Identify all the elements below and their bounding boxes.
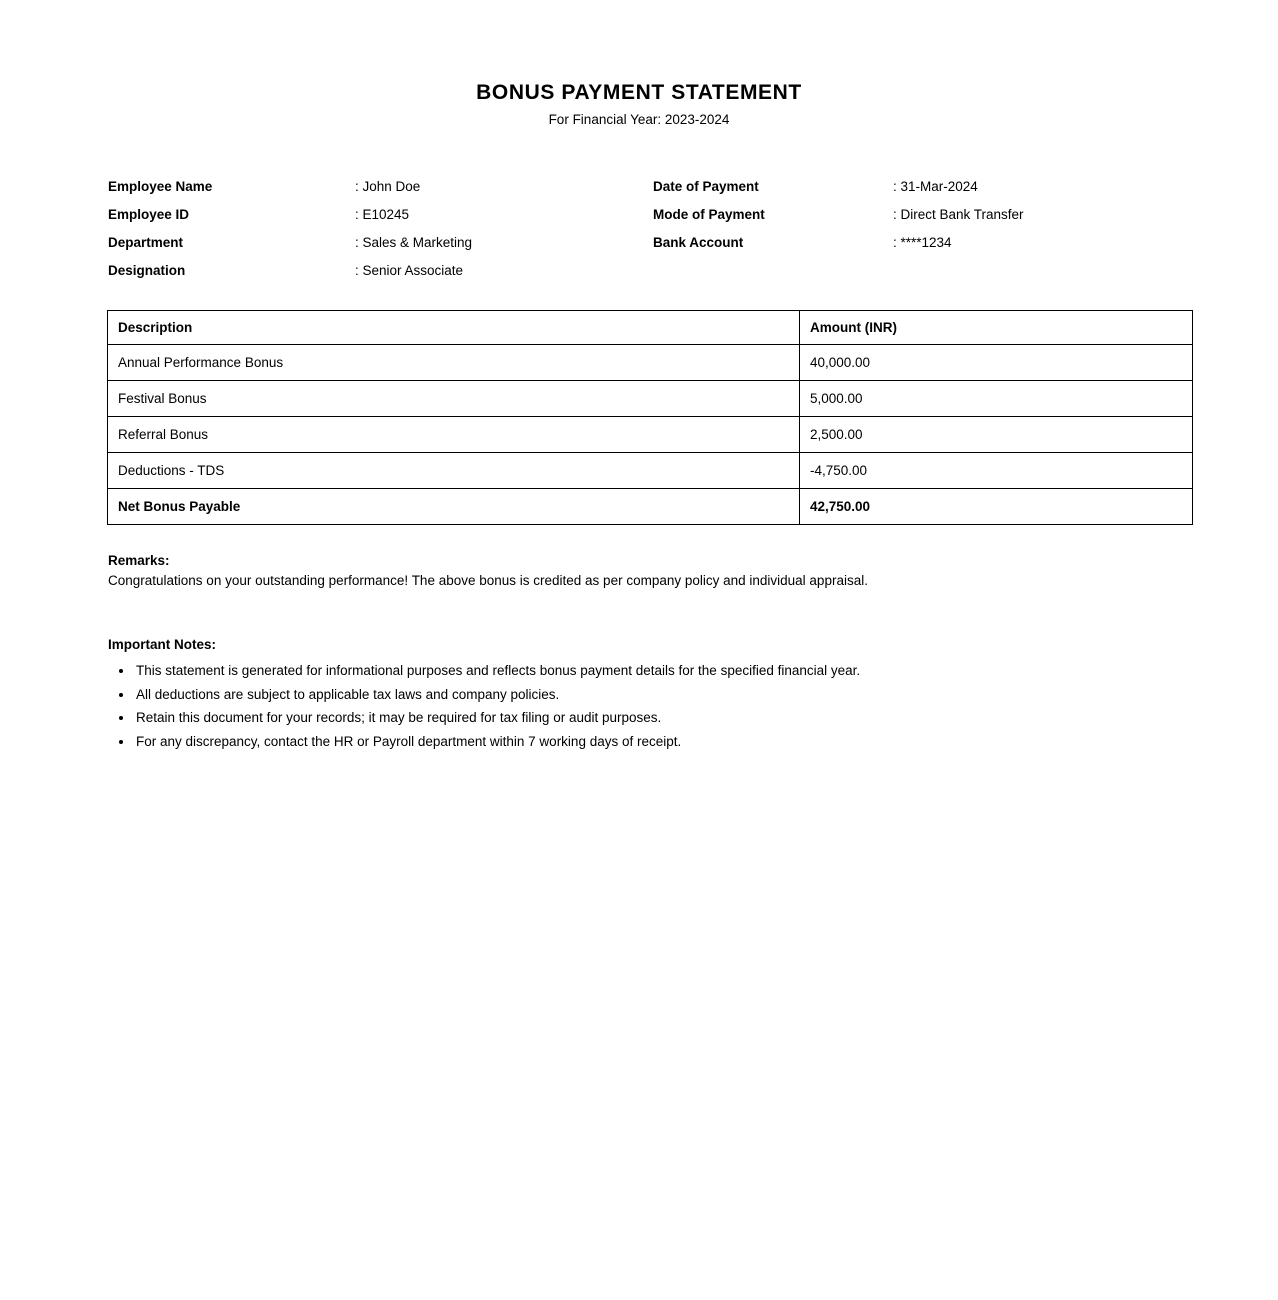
- important-notes-section: [108, 635, 1170, 753]
- row-amount: 5,000.00: [800, 381, 1193, 417]
- row-description: Deductions - TDS: [108, 453, 800, 489]
- employee-id-label: Employee ID: [108, 207, 190, 222]
- employee-name-label: Employee Name: [108, 179, 213, 194]
- mode-of-payment-label: Mode of Payment: [653, 207, 765, 222]
- total-row-description: Net Bonus Payable: [108, 489, 800, 525]
- employee-details-right-column: [653, 173, 1170, 285]
- bank-account-label: Bank Account: [653, 235, 744, 250]
- detail-row-mode-of-payment: [653, 201, 1170, 229]
- date-of-payment-value: : 31-Mar-2024: [893, 179, 978, 194]
- employee-details-left-column: [108, 173, 653, 285]
- bank-account-value: : ****1234: [893, 235, 952, 250]
- row-description: Annual Performance Bonus: [108, 345, 800, 381]
- table-row: [108, 381, 1193, 417]
- detail-row-department: [108, 229, 653, 257]
- page-subtitle: For Financial Year: 2023-2024: [548, 112, 730, 127]
- detail-row-designation: [108, 257, 653, 285]
- remarks-section: [108, 551, 1170, 591]
- table-row: [108, 453, 1193, 489]
- document-header: [0, 80, 1278, 129]
- row-amount: -4,750.00: [800, 453, 1193, 489]
- remarks-text: Congratulations on your outstanding performance! The above bonus is credited as per company policy and individual appraisal.: [108, 573, 868, 588]
- designation-value: : Senior Associate: [355, 263, 464, 278]
- table-row: [108, 345, 1193, 381]
- list-item: • This statement is generated for informational purposes and reflects bonus payment details for the specified financial year.: [134, 659, 1170, 683]
- list-item: • For any discrepancy, contact the HR or Payroll department within 7 working days of receipt.: [134, 730, 1170, 754]
- row-amount: 2,500.00: [800, 417, 1193, 453]
- designation-label: Designation: [108, 263, 186, 278]
- department-value: : Sales & Marketing: [355, 235, 473, 250]
- net-bonus-total-row: [108, 489, 1193, 525]
- table-header-row: [108, 311, 1193, 345]
- employee-details-section: [108, 173, 1170, 285]
- important-notes-list: [108, 659, 1170, 753]
- detail-row-employee-name: [108, 173, 653, 201]
- amount-column-header: Amount (INR): [800, 311, 1193, 345]
- description-column-header: Description: [108, 311, 800, 345]
- remarks-label: Remarks:: [108, 553, 170, 568]
- important-notes-label: Important Notes:: [108, 637, 216, 652]
- row-description: Referral Bonus: [108, 417, 800, 453]
- date-of-payment-label: Date of Payment: [653, 179, 759, 194]
- bonus-breakdown-table: [107, 310, 1193, 525]
- row-amount: 40,000.00: [800, 345, 1193, 381]
- total-row-amount: 42,750.00: [800, 489, 1193, 525]
- list-item: • All deductions are subject to applicable tax laws and company policies.: [134, 683, 1170, 707]
- employee-id-value: : E10245: [355, 207, 410, 222]
- employee-name-value: : John Doe: [355, 179, 421, 194]
- row-description: Festival Bonus: [108, 381, 800, 417]
- list-item: • Retain this document for your records; it may be required for tax filing or audit purposes.: [134, 706, 1170, 730]
- department-label: Department: [108, 235, 184, 250]
- page-title: BONUS PAYMENT STATEMENT: [476, 81, 802, 104]
- mode-of-payment-value: : Direct Bank Transfer: [893, 207, 1024, 222]
- detail-row-employee-id: [108, 201, 653, 229]
- table-row: [108, 417, 1193, 453]
- detail-row-date-of-payment: [653, 173, 1170, 201]
- detail-row-bank-account: [653, 229, 1170, 257]
